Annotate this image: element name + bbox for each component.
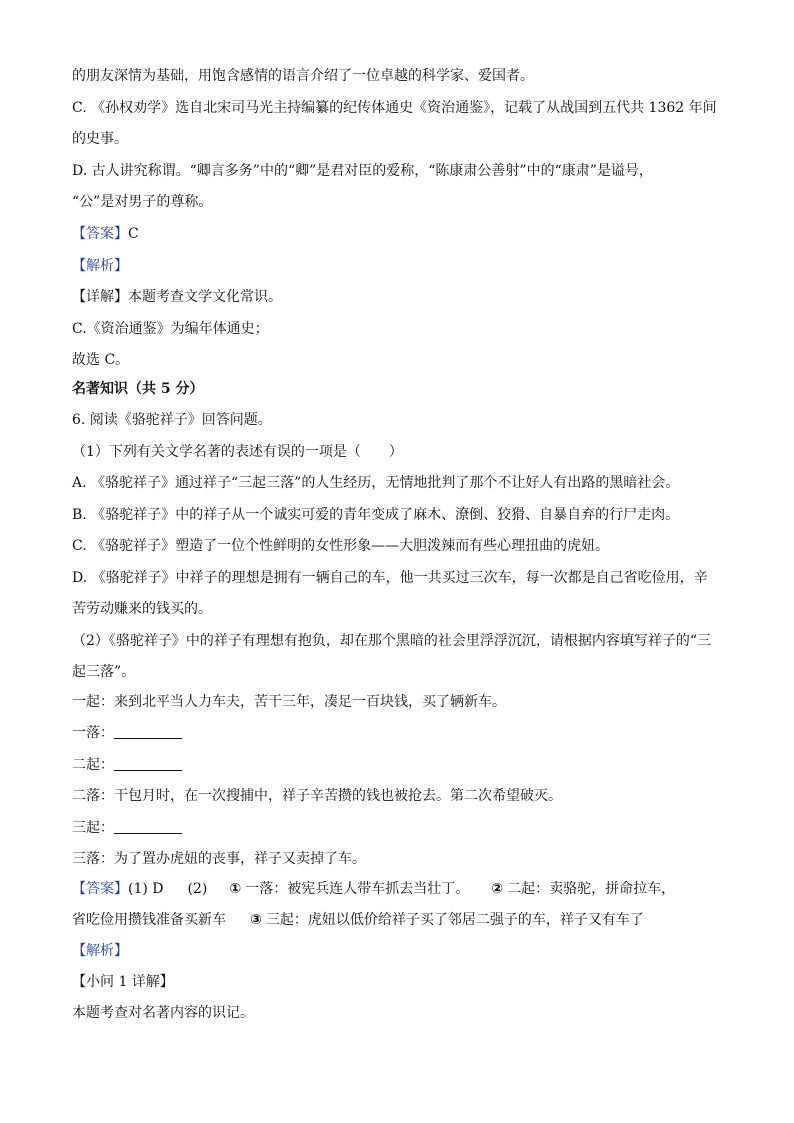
answer-tag: 【答案】 (72, 226, 128, 242)
option-d: D. 《骆驼祥子》中祥子的理想是拥有一辆自己的车，他一共买过三次车，每一次都是自己省吃俭用，辛 (72, 570, 708, 586)
question-6-1: （1）下列有关文学名著的表述有误的一项是（ ） (72, 444, 403, 460)
answer-blank[interactable] (114, 819, 182, 834)
detail-line: 【详解】本题考查文学文化常识。 (72, 289, 282, 305)
option-b: B. 《骆驼祥子》中的祥子从一个诚实可爱的青年变成了麻木、潦倒、狡猾、自暴自弃的行尸走肉。 (72, 507, 680, 523)
fall-3: 三落：为了置办虎妞的丧事，祥子又卖掉了车。 (72, 851, 366, 867)
text-line: 本题考查对名著内容的识记。 (72, 1005, 254, 1021)
text-line: C.《资治通鉴》为编年体通史； (72, 321, 269, 337)
answer-item-2-cont: 省吃俭用攒钱准备买新车 (72, 912, 226, 928)
answer-2-line (72, 879, 734, 899)
fall-1-label: 一落： (72, 725, 114, 741)
rise-3-line (72, 818, 734, 838)
answer-2-line-cont (72, 910, 734, 930)
answer-part-1: (1) D (128, 881, 164, 897)
answer-value: C (128, 226, 139, 242)
question-6-2: （2）《骆驼祥子》中的祥子有理想有抱负，却在那个黑暗的社会里浮浮沉沉，请根据内容填写祥子的“三 (72, 633, 712, 649)
circled-two-icon: ② (491, 881, 504, 897)
answer-part-2: (2) (187, 881, 208, 897)
option-d-line: D. 古人讲究称谓。“卿言多务”中的“卿”是君对臣的爱称，“陈康肃公善射”中的“康肃”是谥号， (72, 163, 653, 179)
rise-2-line (72, 755, 734, 775)
fall-1-line (72, 723, 734, 743)
sub-question-detail: 【小问 1 详解】 (72, 974, 174, 990)
text-line: 的朋友深情为基础，用饱含感情的语言介绍了一位卓越的科学家、爱国者。 (72, 68, 534, 84)
text-line: “公”是对男子的尊称。 (72, 194, 213, 210)
fall-2: 二落：干包月时，在一次搜捕中，祥子辛苦攒的钱也被抢去。第二次希望破灭。 (72, 788, 562, 804)
rise-1: 一起：来到北平当人力车夫，苦干三年，凑足一百块钱，买了辆新车。 (72, 694, 506, 710)
text-line: 苦劳动赚来的钱买的。 (72, 601, 212, 617)
option-a: A. 《骆驼祥子》通过祥子“三起三落”的人生经历，无情地批判了那个不让好人有出路的黑暗社会。 (72, 475, 680, 491)
section-heading: 名著知识（共 5 分） (72, 381, 204, 397)
question-6: 6. 阅读《骆驼祥子》回答问题。 (72, 412, 272, 428)
answer-line (72, 224, 734, 244)
analysis-tag: 【解析】 (72, 943, 128, 959)
circled-one-icon: ① (229, 881, 242, 897)
answer-blank[interactable] (114, 756, 182, 771)
answer-item-2: 二起：卖骆驼，拼命拉车， (507, 881, 676, 897)
answer-blank[interactable] (114, 724, 182, 739)
text-line: 起三落”。 (72, 664, 136, 680)
answer-item-1: 一落：被宪兵连人带车抓去当壮丁。 (245, 881, 470, 897)
option-c-line: C. 《孙权劝学》选自北宋司马光主持编纂的纪传体通史《资治通鉴》，记载了从战国到五代共 1362 年间 (72, 100, 717, 116)
rise-2-label: 二起： (72, 757, 114, 773)
text-line: 的史事。 (72, 131, 128, 147)
rise-3-label: 三起： (72, 820, 114, 836)
option-c: C. 《骆驼祥子》塑造了一位个性鲜明的女性形象——大胆泼辣而有些心理扭曲的虎妞。 (72, 538, 610, 554)
circled-three-icon: ③ (250, 912, 262, 928)
answer-tag: 【答案】 (72, 881, 128, 897)
text-line: 故选 C。 (72, 352, 130, 368)
answer-item-3: 三起：虎妞以低价给祥子买了邻居二强子的车，祥子又有车了 (265, 912, 644, 928)
analysis-tag: 【解析】 (72, 258, 128, 274)
